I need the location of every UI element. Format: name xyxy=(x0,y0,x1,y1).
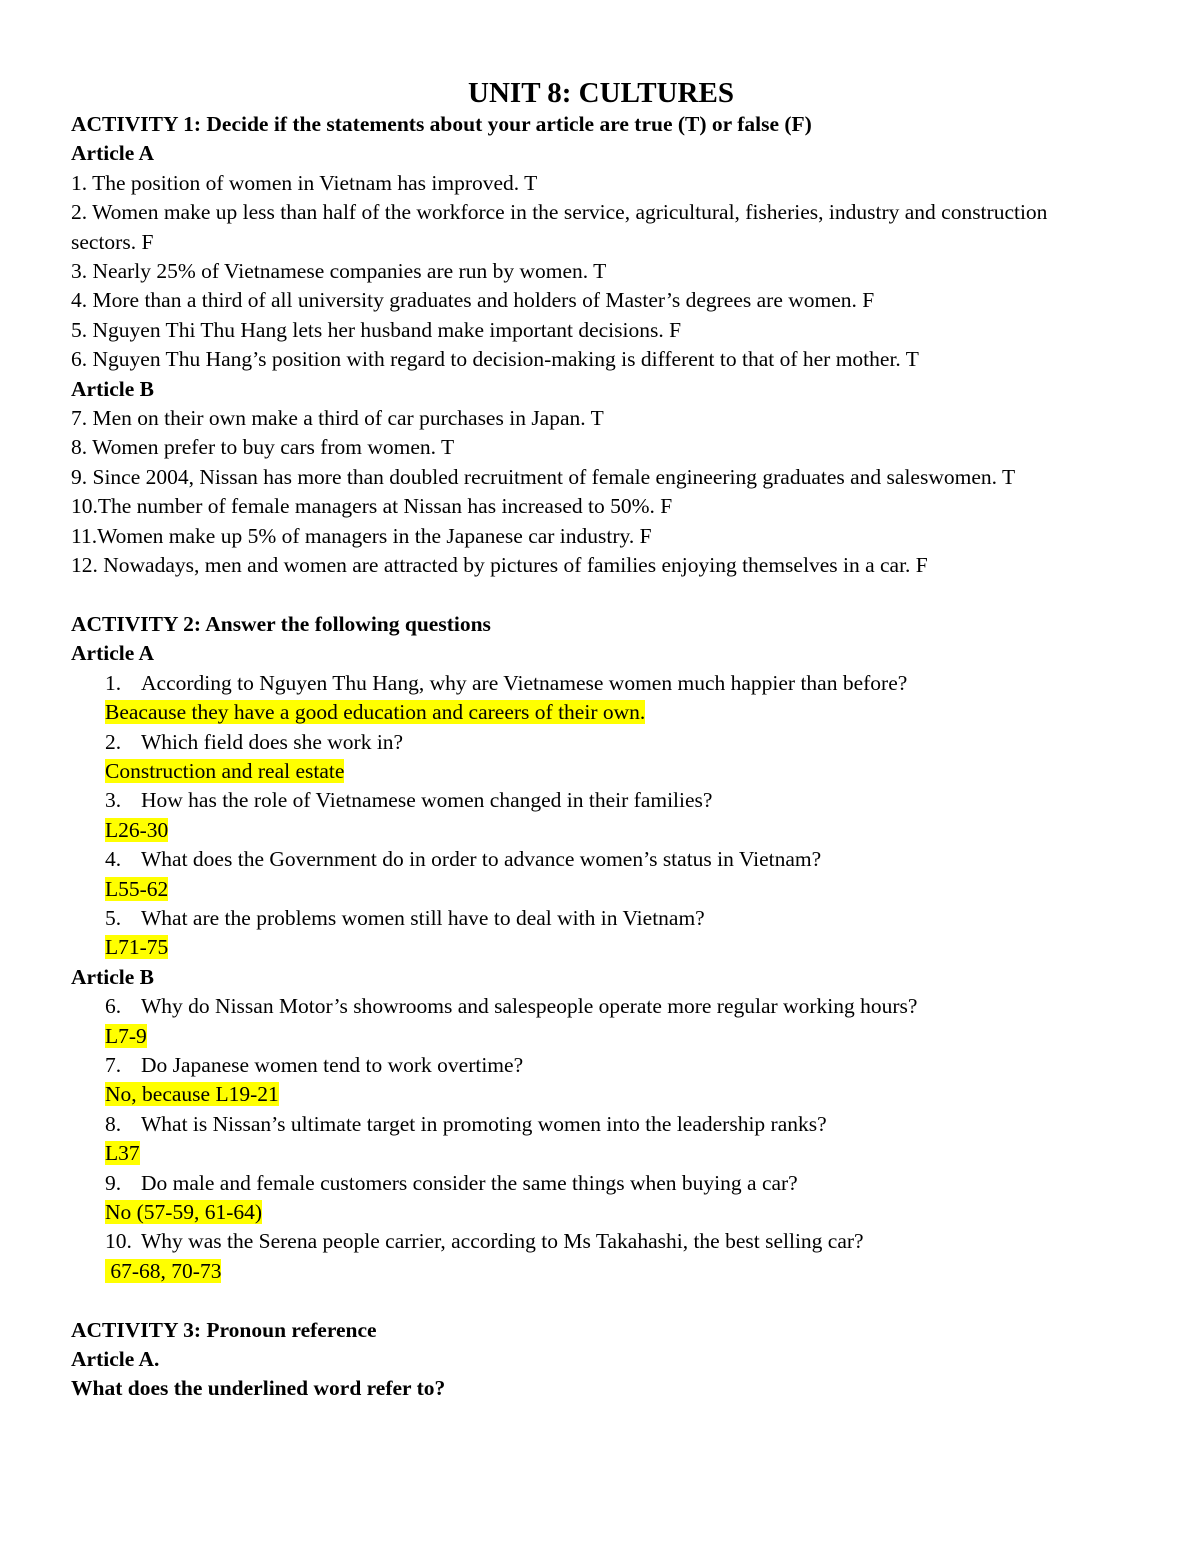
question-text: How has the role of Vietnamese women changed in their families? xyxy=(141,788,713,813)
activity-1-instructions: Decide if the statements about your article are true (T) or false (F) xyxy=(201,112,812,136)
question-number: 4. xyxy=(105,847,122,872)
activity-2-heading xyxy=(71,610,1131,639)
statement-item: 11.Women make up 5% of managers in the Japanese car industry. F xyxy=(71,523,652,548)
answer-line xyxy=(71,816,1131,845)
answer-line xyxy=(71,1139,1131,1168)
question-number: 5. xyxy=(105,905,122,930)
activity-1-label: ACTIVITY 1: xyxy=(71,112,202,136)
question-text: What are the problems women still have to deal with in Vietnam? xyxy=(141,905,705,930)
answer-highlight: L55-62 xyxy=(105,876,169,901)
question-item xyxy=(71,1051,1131,1080)
question-item xyxy=(71,904,1131,933)
question-number: 2. xyxy=(105,729,122,754)
question-text: Why was the Serena people carrier, according to Ms Takahashi, the best selling car? xyxy=(141,1229,864,1254)
answer-line xyxy=(71,875,1131,904)
activity-2-instructions: Answer the following questions xyxy=(201,611,491,636)
question-item xyxy=(71,669,1131,698)
statement-item: 1. The position of women in Vietnam has improved. T xyxy=(71,170,538,195)
statement-item: 3. Nearly 25% of Vietnamese companies are run by women. T xyxy=(71,259,607,284)
question-number: 3. xyxy=(105,788,122,813)
answer-highlight: L71-75 xyxy=(105,935,169,960)
spacer xyxy=(71,1286,1131,1315)
activity-3-heading xyxy=(71,1316,1131,1345)
activity-3-label: ACTIVITY 3: xyxy=(71,1317,202,1342)
activity-3-prompt: What does the underlined word refer to? xyxy=(71,1376,446,1401)
question-text: Do male and female customers consider the same things when buying a car? xyxy=(141,1170,798,1195)
document-body xyxy=(71,76,1131,1404)
question-number: 7. xyxy=(105,1052,122,1077)
activity-3-article-a-heading: Article A. xyxy=(71,1347,160,1372)
page-title: UNIT 8: CULTURES xyxy=(468,77,734,109)
answer-line xyxy=(71,757,1131,786)
activity-2-article-b-heading: Article B xyxy=(71,964,154,989)
question-item xyxy=(71,1227,1131,1256)
answer-line xyxy=(71,1080,1131,1109)
question-text: Why do Nissan Motor’s showrooms and salespeople operate more regular working hours? xyxy=(141,994,918,1019)
statement-item: 7. Men on their own make a third of car purchases in Japan. T xyxy=(71,406,604,431)
answer-highlight: No (57-59, 61-64) xyxy=(105,1200,263,1225)
activity-1-article-a-heading: Article A xyxy=(71,141,154,166)
statement-item: 5. Nguyen Thi Thu Hang lets her husband make important decisions. F xyxy=(71,317,682,342)
question-number: 10. xyxy=(105,1229,132,1254)
answer-highlight: L7-9 xyxy=(105,1023,147,1048)
statement-item: 12. Nowadays, men and women are attracted by pictures of families enjoying themselves in a car. F xyxy=(71,553,928,578)
question-text: Do Japanese women tend to work overtime? xyxy=(141,1052,524,1077)
question-text: What does the Government do in order to advance women’s status in Vietnam? xyxy=(141,847,822,872)
activity-1-heading xyxy=(71,110,1131,139)
question-item xyxy=(71,1110,1131,1139)
answer-highlight: Construction and real estate xyxy=(105,758,345,783)
question-number: 8. xyxy=(105,1111,122,1136)
statement-item: 2. Women make up less than half of the workforce in the service, agricultural, fisheries, industry and construction sectors. F xyxy=(71,200,1048,254)
question-text: According to Nguyen Thu Hang, why are Vietnamese women much happier than before? xyxy=(141,670,908,695)
activity-1-article-b-heading: Article B xyxy=(71,376,154,401)
statement-item: 9. Since 2004, Nissan has more than doubled recruitment of female engineering graduates and saleswomen. T xyxy=(71,464,1016,489)
answer-highlight: 67-68, 70-73 xyxy=(105,1258,222,1283)
question-number: 6. xyxy=(105,994,122,1019)
question-item xyxy=(71,845,1131,874)
question-number: 9. xyxy=(105,1170,122,1195)
question-text: Which field does she work in? xyxy=(141,729,404,754)
statement-item: 10.The number of female managers at Nissan has increased to 50%. F xyxy=(71,494,673,519)
spacer xyxy=(71,581,1131,610)
answer-highlight: Beacause they have a good education and careers of their own. xyxy=(105,700,646,725)
question-item xyxy=(71,1169,1131,1198)
activity-2-article-a-heading: Article A xyxy=(71,641,154,666)
answer-line xyxy=(71,698,1131,727)
statement-item: 8. Women prefer to buy cars from women. T xyxy=(71,435,455,460)
question-text: What is Nissan’s ultimate target in promoting women into the leadership ranks? xyxy=(141,1111,827,1136)
activity-3-instructions: Pronoun reference xyxy=(201,1317,377,1342)
activity-2-label: ACTIVITY 2: xyxy=(71,611,202,636)
answer-line xyxy=(71,933,1131,962)
answer-highlight: L37 xyxy=(105,1141,140,1166)
question-item xyxy=(71,786,1131,815)
answer-highlight: No, because L19-21 xyxy=(105,1082,279,1107)
answer-line xyxy=(71,1257,1131,1286)
statement-item: 6. Nguyen Thu Hang’s position with regard to decision-making is different to that of her mother. T xyxy=(71,347,919,372)
answer-line xyxy=(71,1198,1131,1227)
statement-item: 4. More than a third of all university graduates and holders of Master’s degrees are women. F xyxy=(71,288,875,313)
question-item xyxy=(71,728,1131,757)
question-number: 1. xyxy=(105,670,122,695)
answer-line xyxy=(71,1022,1131,1051)
answer-highlight: L26-30 xyxy=(105,817,169,842)
question-item xyxy=(71,992,1131,1021)
